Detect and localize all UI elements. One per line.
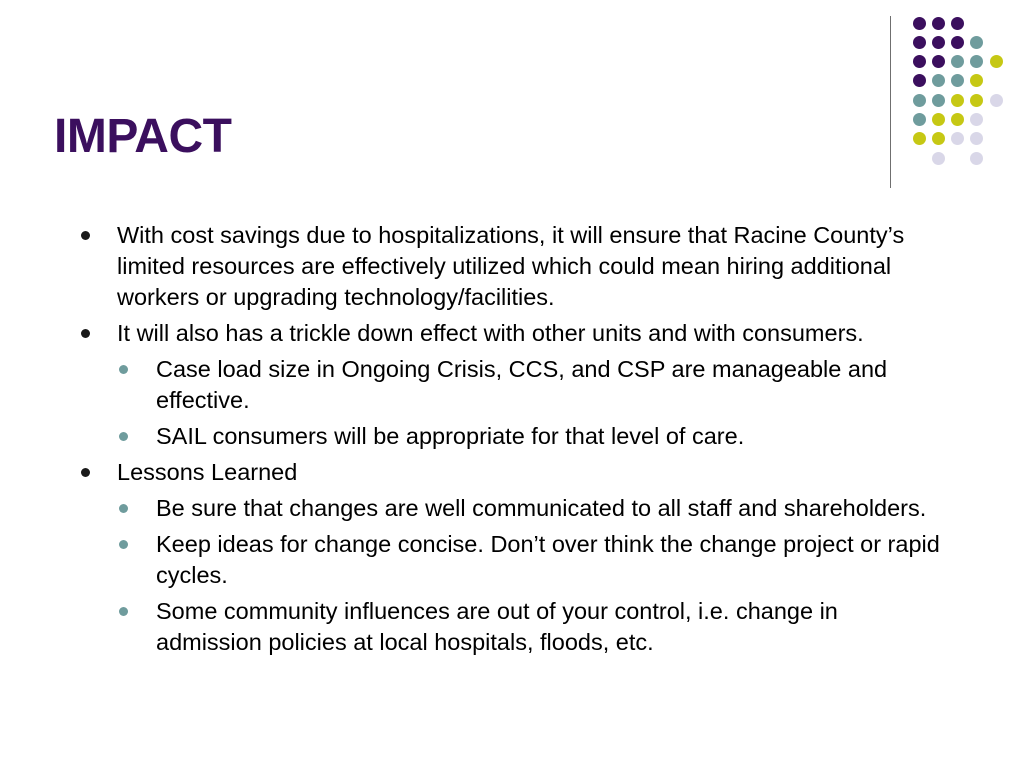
bullet-dot-icon	[119, 432, 128, 441]
decorative-dot	[951, 17, 964, 30]
bullet-text: With cost savings due to hospitalizations, it will ensure that Racine County’s limited resources are effectively utilized which could mean hiring additional workers or upgrading technology/facilities.	[117, 222, 905, 310]
decorative-dot	[913, 132, 926, 145]
bullet-text: It will also has a trickle down effect with other units and with consumers.	[117, 320, 864, 346]
bullet-item	[117, 457, 937, 488]
decorative-dot	[951, 132, 964, 145]
decorative-dot	[990, 55, 1003, 68]
decorative-dot	[970, 36, 983, 49]
sub-bullet-item	[156, 529, 946, 591]
decorative-dot	[913, 17, 926, 30]
bullet-dot-icon	[81, 329, 90, 338]
decorative-dot	[951, 36, 964, 49]
decorative-dot	[913, 113, 926, 126]
bullet-text: Some community influences are out of your control, i.e. change in admission policies at local hospitals, floods, etc.	[156, 598, 838, 655]
bullet-text: Lessons Learned	[117, 459, 298, 485]
bullet-text: Be sure that changes are well communicated to all staff and shareholders.	[156, 495, 927, 521]
decorative-dot	[951, 113, 964, 126]
decorative-dot	[913, 55, 926, 68]
decorative-dot	[970, 113, 983, 126]
slide-title: IMPACT	[54, 110, 232, 163]
sub-bullet-item	[156, 596, 946, 658]
decorative-dot	[913, 36, 926, 49]
bullet-dot-icon	[81, 231, 90, 240]
decorative-dot	[932, 17, 945, 30]
decorative-dot	[932, 55, 945, 68]
vertical-divider	[890, 16, 891, 188]
decorative-dot	[913, 94, 926, 107]
decorative-dot	[951, 55, 964, 68]
decorative-dot	[970, 132, 983, 145]
decorative-dot	[932, 113, 945, 126]
bullet-dot-icon	[119, 365, 128, 374]
sub-bullet-item	[156, 354, 946, 416]
bullet-dot-icon	[119, 504, 128, 513]
decorative-dot	[932, 94, 945, 107]
bullet-dot-icon	[119, 607, 128, 616]
bullet-dot-icon	[119, 540, 128, 549]
decorative-dot	[951, 74, 964, 87]
decorative-dot	[951, 94, 964, 107]
decorative-dot	[970, 152, 983, 165]
bullet-text: SAIL consumers will be appropriate for that level of care.	[156, 423, 745, 449]
decorative-dot	[932, 74, 945, 87]
bullet-dot-icon	[81, 468, 90, 477]
sub-bullet-item	[156, 421, 946, 452]
decorative-dot	[970, 55, 983, 68]
bullet-text: Case load size in Ongoing Crisis, CCS, and CSP are manageable and effective.	[156, 356, 888, 413]
decorative-dot-grid	[0, 0, 1024, 200]
decorative-dot	[970, 94, 983, 107]
decorative-dot	[932, 132, 945, 145]
decorative-dot	[990, 94, 1003, 107]
bullet-item	[117, 318, 937, 349]
bullet-text: Keep ideas for change concise. Don’t over think the change project or rapid cycles.	[156, 531, 940, 588]
sub-bullet-item	[156, 493, 946, 524]
decorative-dot	[913, 74, 926, 87]
decorative-dot	[932, 36, 945, 49]
bullet-item	[117, 220, 937, 313]
decorative-dot	[932, 152, 945, 165]
decorative-dot	[970, 74, 983, 87]
bullet-list	[0, 220, 1024, 663]
